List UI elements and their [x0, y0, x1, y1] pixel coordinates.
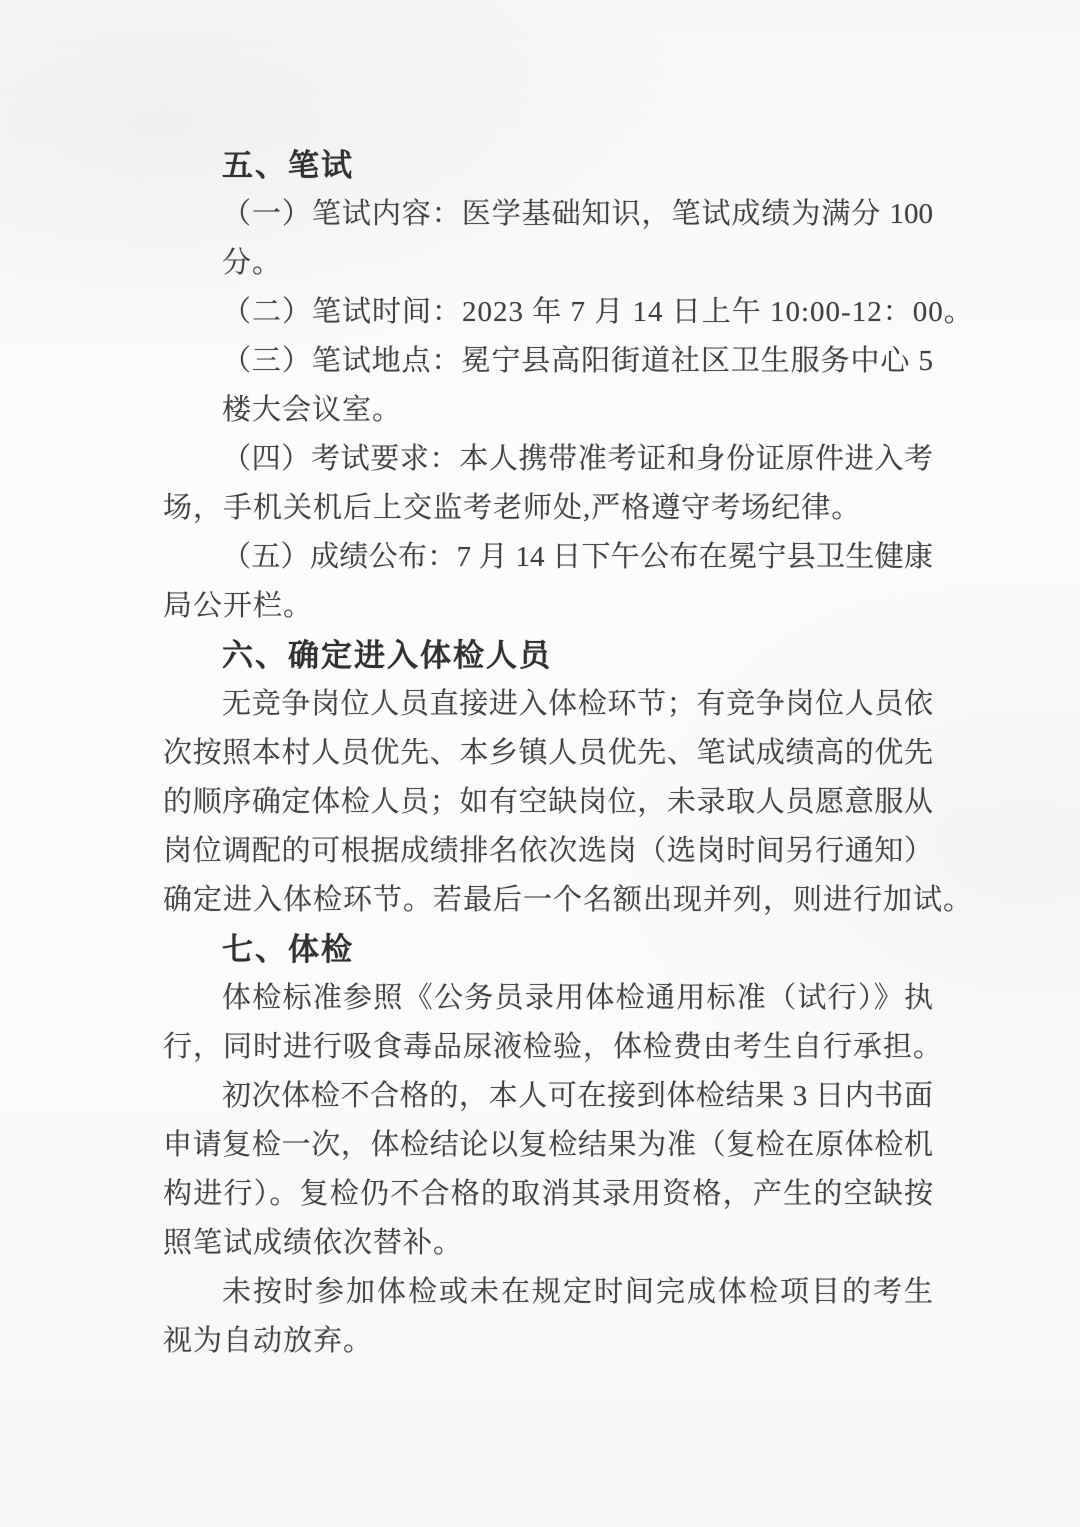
document-line: 申请复检一次，体检结论以复检结果为准（复检在原体检机 — [163, 1129, 933, 1161]
document-line: 无竞争岗位人员直接进入体检环节；有竞争岗位人员依 — [222, 688, 933, 720]
section-heading: 五、笔试 — [222, 148, 354, 183]
document-line: 分。 — [222, 247, 283, 279]
document-line: 体检标准参照《公务员录用体检通用标准（试行）》执 — [222, 982, 933, 1014]
document-line: 局公开栏。 — [163, 590, 314, 622]
document-line: （四）考试要求：本人携带准考证和身份证原件进入考 — [222, 443, 933, 475]
document-line: 初次体检不合格的，本人可在接到体检结果 3 日内书面 — [222, 1080, 933, 1112]
document-line: 确定进入体检环节。若最后一个名额出现并列，则进行加试。 — [163, 884, 974, 916]
document-line: 构进行）。复检仍不合格的取消其录用资格，产生的空缺按 — [163, 1178, 933, 1210]
document-line: （五）成绩公布：7 月 14 日下午公布在冕宁县卫生健康 — [222, 541, 933, 573]
document-line: 的顺序确定体检人员；如有空缺岗位，未录取人员愿意服从 — [163, 786, 933, 818]
document-line: 未按时参加体检或未在规定时间完成体检项目的考生 — [222, 1276, 933, 1308]
document-line: 行，同时进行吸食毒品尿液检验，体检费由考生自行承担。 — [163, 1031, 944, 1063]
section-heading: 七、体检 — [222, 932, 354, 967]
document-line: （二）笔试时间：2023 年 7 月 14 日上午 10:00-12：00。 — [222, 296, 974, 328]
document-line: 楼大会议室。 — [222, 394, 403, 426]
document-line: 次按照本村人员优先、本乡镇人员优先、笔试成绩高的优先 — [163, 737, 933, 769]
document-line: 场，手机关机后上交监考老师处,严格遵守考场纪律。 — [163, 492, 862, 524]
document-line: 岗位调配的可根据成绩排名依次选岗（选岗时间另行通知） — [163, 835, 933, 867]
document-line: （三）笔试地点：冕宁县高阳街道社区卫生服务中心 5 — [222, 345, 933, 377]
document-line: （一）笔试内容：医学基础知识，笔试成绩为满分 100 — [222, 198, 933, 230]
document-line: 照笔试成绩依次替补。 — [163, 1227, 464, 1259]
document-line: 视为自动放弃。 — [163, 1325, 374, 1357]
section-heading: 六、确定进入体检人员 — [222, 638, 552, 673]
